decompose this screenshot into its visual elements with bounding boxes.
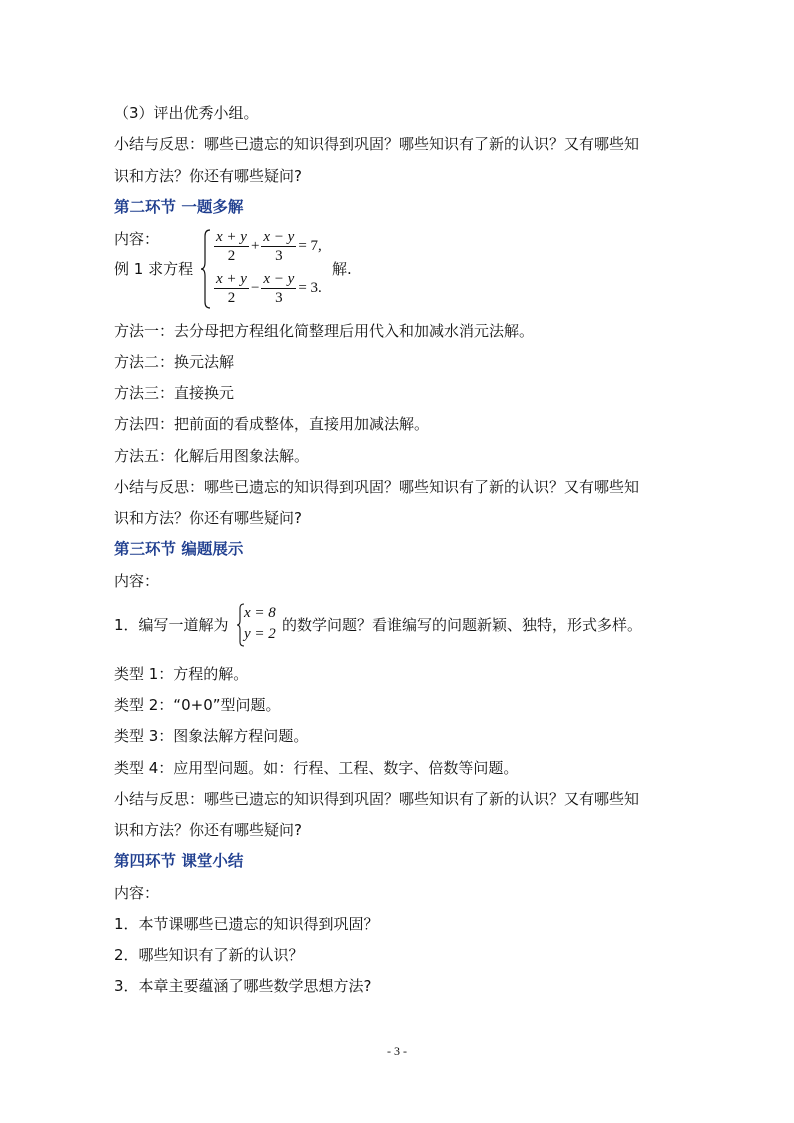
example-1-suffix: 解. [332, 260, 352, 278]
content-label-2: 内容： [114, 230, 160, 248]
method-5: 方法五：化解后用图象法解。 [114, 447, 310, 465]
content-label-4: 内容： [114, 884, 160, 902]
fraction-a: $\frac{x + y}{2}$ [216, 229, 247, 264]
type-3: 类型 3：图象法解方程问题。 [114, 727, 309, 745]
item-3-text: （3）评出优秀小组。 [114, 104, 259, 122]
method-4: 方法四：把前面的看成整体，直接用加减法解。 [114, 415, 430, 433]
fraction-c: $\frac{x + y}{2}$ [216, 271, 247, 306]
fraction-d: $\frac{x - y}{3}$ [263, 271, 295, 306]
reflection-line-2: 识和方法？你还有哪些疑问? [114, 167, 302, 185]
reflection-line-4: 识和方法？你还有哪些疑问? [114, 509, 302, 527]
solution-system [236, 603, 282, 647]
type-4: 类型 4：应用型问题。如：行程、工程、数字、倍数等问题。 [114, 759, 519, 777]
section-heading-3: 第三环节 编题展示 [114, 540, 244, 558]
question-1-suffix: 的数学问题？看谁编写的问题新颖、独特，形式多样。 [282, 616, 643, 634]
reflection-line-5: 小结与反思：哪些已遗忘的知识得到巩固？哪些知识有了新的认识？又有哪些知 [114, 790, 640, 808]
equation-system [200, 228, 330, 310]
fraction-b: $\frac{x - y}{3}$ [263, 229, 295, 264]
section-heading-4: 第四环节 课堂小结 [114, 852, 244, 870]
summary-item-2: 2．哪些知识有了新的认识？ [114, 946, 304, 964]
type-1: 类型 1：方程的解。 [114, 665, 249, 683]
page-number: - 3 - [387, 1044, 407, 1058]
summary-item-3: 3．本章主要蕴涵了哪些数学思想方法? [114, 977, 372, 995]
reflection-line-1: 小结与反思：哪些已遗忘的知识得到巩固？哪些知识有了新的认识？又有哪些知 [114, 135, 640, 153]
section-heading-2: 第二环节 一题多解 [114, 198, 244, 216]
summary-item-1: 1．本节课哪些已遗忘的知识得到巩固？ [114, 915, 379, 933]
question-1-prefix: 1．编写一道解为 [114, 616, 229, 634]
solution-row-1: x = 8 [244, 605, 276, 621]
content-label-3: 内容： [114, 572, 160, 590]
method-3: 方法三：直接换元 [114, 384, 235, 402]
brace-icon [200, 228, 212, 310]
method-1: 方法一：去分母把方程组化简整理后用代入和加减水消元法解。 [114, 322, 535, 340]
equation-row-1: $\frac{x + y}{2}$ + $\frac{x - y}{3}$ = 7, [216, 229, 322, 264]
reflection-line-3: 小结与反思：哪些已遗忘的知识得到巩固？哪些知识有了新的认识？又有哪些知 [114, 478, 640, 496]
example-1-prefix: 例 1 求方程 [114, 260, 194, 278]
method-2: 方法二：换元法解 [114, 353, 235, 371]
equation-row-2: $\frac{x + y}{2}$ − $\frac{x - y}{3}$ = 3. [216, 271, 322, 306]
type-2: 类型 2：“0+0”型问题。 [114, 696, 281, 714]
solution-row-2: y = 2 [244, 626, 276, 642]
reflection-line-6: 识和方法？你还有哪些疑问? [114, 821, 302, 839]
